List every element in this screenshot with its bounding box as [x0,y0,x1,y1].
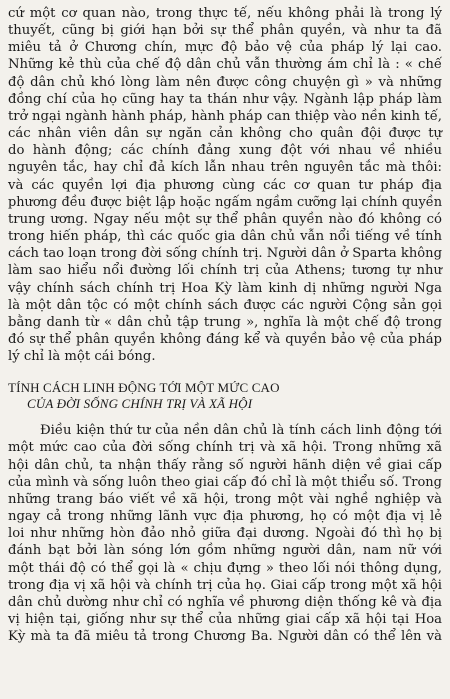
text-line: làm sao hiểu nổi đường lối chính trị của Athens; tương tự như [8,263,442,279]
text-line: lý chỉ là một cái bóng. [8,349,156,365]
text-line: của mình và sống luôn theo giai cấp đó chỉ là một thiểu số. Trong [8,474,442,490]
text-line: thuyết, cũng bị giới hạn bởi sự thể phân quyền, và như ta đã [8,23,442,39]
text-line: miêu tả ở Chương chín, mực độ bảo vệ của pháp lý lại cao. [8,40,442,56]
text-line: đánh bạt bởi làn sóng lớn gồm những người dân, nam nữ với [8,543,442,559]
text-line: Kỳ mà ta đã miêu tả trong Chương Ba. Người dân có thể lên và [8,629,442,645]
text-line: cứ một cơ quan nào, trong thực tế, nếu không phải là trong lý [8,6,442,21]
text-line: dân chủ dường như chỉ có nghĩa về phương diện thống kê và địa [8,594,442,610]
text-line: loi như những hòn đảo nhỏ giữa đại dương. Ngoài đó thì họ bị [8,526,442,542]
text-line: vậy chính sách chính trị Hoa Kỳ làm kinh dị những người Nga [8,280,442,296]
paragraph-political-fragmentation [8,5,442,365]
text-line: trở ngại ngành hành pháp, hành pháp can thiệp vào nền kinh tế, [8,108,442,124]
section-heading-line-1: TÍNH CÁCH LINH ĐỘNG TỚI MỘT MỨC CAO [8,380,280,396]
text-line: phương đều được biệt lập hoặc ngấm ngầm cưỡng lại chính quyền [8,194,442,210]
text-line: các nhân viên dân sự ngăn cản không cho quân đội được tự [8,126,442,142]
text-line: cách tao loạn trong đời sống chính trị. Người dân ở Sparta không [8,246,442,262]
text-line: Điều kiện thứ tư của nền dân chủ là tính cách linh động tới [40,423,442,439]
text-line: và các quyền lợi địa phương cùng các cơ quan tư pháp địa [8,177,442,193]
paragraph-fourth-condition [8,422,442,645]
section-heading [8,380,442,412]
text-line: những trang báo viết về xã hội, trong một vài nghề nghiệp và [8,491,442,507]
text-line: Những kẻ thù của chế độ dân chủ vẫn thường ám chỉ là : « chế [8,57,442,73]
text-line: trong hiến pháp, thì các quốc gia dân chủ vẫn nổi tiếng về tính [8,229,442,245]
text-line: nguyên tắc, hay chỉ đả kích lẫn nhau trên nguyên tắc mà thôi: [8,160,442,176]
text-line: là một dân tộc có một chính sách được các người Cộng sản gọi [8,297,442,313]
text-line: hội dân chủ, ta nhận thấy rằng số người hãnh diện về giai cấp [8,457,442,473]
text-line: do hành động; các chính đảng xung đột với nhau về nhiều [8,143,442,159]
text-line: vị hiện tại, giống như sự thể của những giai cấp xã hội tại Hoa [8,612,442,627]
text-line: một thái độ có thể gọi là « chịu đựng » theo lối nói thông dụng, [8,560,442,576]
section-heading-line-2: CỦA ĐỜI SỐNG CHÍNH TRỊ VÀ XÃ HỘI [27,396,253,412]
text-line: một mức cao của đời sống chính trị và xã hội. Trong những xã [8,440,442,456]
text-line: đó sự thể phân quyền không đáng kể và quyền bảo vệ của pháp [8,331,442,347]
text-line: đồng chí của họ cũng hay ta thán như vậy. Ngành lập pháp làm [8,91,442,107]
text-line: độ dân chủ khó lòng làm nên được công chuyện gì » và những [8,74,442,90]
text-line: trong địa vị xã hội và chính trị của họ. Giai cấp trong một xã hội [8,577,442,593]
text-line: trung ương. Ngay nếu một sự thể phân quyền nào đó không có [8,211,442,227]
text-line: bằng danh từ « dân chủ tập trung », nghĩa là một chế độ trong [8,314,442,330]
text-line: ngay cả trong những lãnh vực địa phương, họ có một địa vị lẻ [8,509,442,525]
